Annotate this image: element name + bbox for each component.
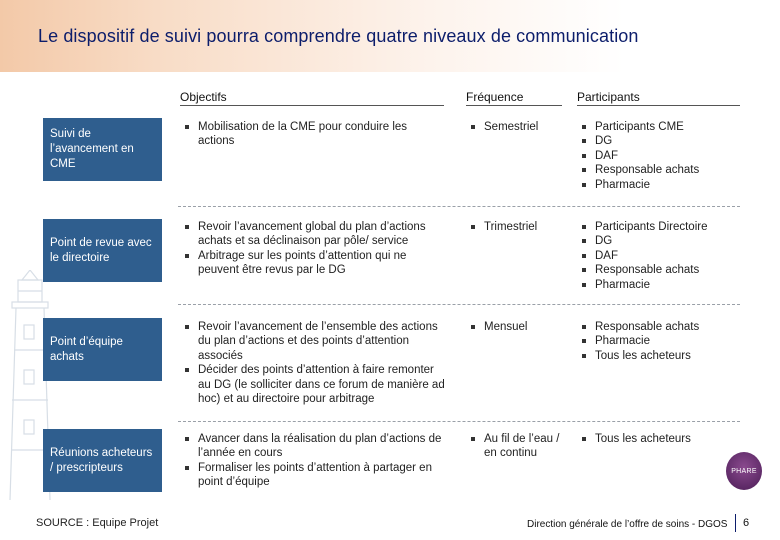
list-item: Responsable achats — [581, 163, 741, 177]
list-item: Semestriel — [470, 120, 566, 134]
row-cme-objectifs — [184, 120, 442, 149]
row-equipe-objectifs — [184, 320, 446, 406]
page-title: Le dispositif de suivi pourra comprendre quatre niveaux de communication — [38, 26, 639, 46]
list-item: DAF — [581, 249, 741, 263]
footer-organization: Direction générale de l’offre de soins - DGOS — [527, 519, 728, 530]
row-separator — [178, 421, 740, 422]
list-item: Pharmacie — [581, 278, 741, 292]
list-item: Revoir l’avancement global du plan d’actions achats et sa déclinaison par pôle/ service — [184, 220, 442, 249]
row-equipe-frequence — [470, 320, 566, 334]
row-cme-frequence — [470, 120, 566, 134]
list-item: DG — [581, 134, 741, 148]
row-label-reunions: Réunions acheteurs / prescripteurs — [43, 429, 162, 492]
row-label-directoire: Point de revue avec le directoire — [43, 219, 162, 282]
list-item: Pharmacie — [581, 178, 741, 192]
list-item: Responsable achats — [581, 263, 741, 277]
header-participants: Participants — [577, 90, 740, 106]
list-item: Arbitrage sur les points d’attention qui ne peuvent être revus par le DG — [184, 249, 442, 278]
header-frequence: Fréquence — [466, 90, 562, 106]
row-directoire-frequence — [470, 220, 566, 234]
page-number: 6 — [743, 517, 750, 529]
row-cme-participants — [581, 120, 741, 192]
list-item: Tous les acheteurs — [581, 349, 741, 363]
list-item: Mensuel — [470, 320, 566, 334]
list-item: DAF — [581, 149, 741, 163]
list-item: Formaliser les points d’attention à partager en point d’équipe — [184, 461, 446, 490]
list-item: Mobilisation de la CME pour conduire les actions — [184, 120, 442, 149]
list-item: DG — [581, 234, 741, 248]
row-separator — [178, 304, 740, 305]
phare-logo — [726, 452, 762, 490]
row-directoire-participants — [581, 220, 741, 292]
list-item: Avancer dans la réalisation du plan d’actions de l’année en cours — [184, 432, 446, 461]
row-equipe-participants — [581, 320, 741, 363]
list-item: Responsable achats — [581, 320, 741, 334]
row-separator — [178, 206, 740, 207]
row-reunions-frequence — [470, 432, 566, 461]
logo-text: PHARE — [731, 467, 757, 475]
list-item: Au fil de l’eau / en continu — [470, 432, 566, 461]
row-directoire-objectifs — [184, 220, 442, 278]
row-label-equipe-achats: Point d’équipe achats — [43, 318, 162, 381]
list-item: Décider des points d’attention à faire remonter au DG (le solliciter dans ce forum de manière ad hoc) et au directoire pour arbitrage — [184, 363, 446, 406]
list-item: Revoir l’avancement de l’ensemble des actions du plan d’actions et des points d’attention associés — [184, 320, 446, 363]
header-objectifs: Objectifs — [180, 90, 444, 106]
source-note: SOURCE : Equipe Projet — [36, 517, 159, 529]
footer-divider — [735, 514, 736, 532]
list-item: Tous les acheteurs — [581, 432, 741, 446]
list-item: Participants Directoire — [581, 220, 741, 234]
row-reunions-objectifs — [184, 432, 446, 490]
row-reunions-participants — [581, 432, 741, 446]
row-label-cme: Suivi de l’avancement en CME — [43, 118, 162, 181]
list-item: Pharmacie — [581, 334, 741, 348]
list-item: Trimestriel — [470, 220, 566, 234]
list-item: Participants CME — [581, 120, 741, 134]
